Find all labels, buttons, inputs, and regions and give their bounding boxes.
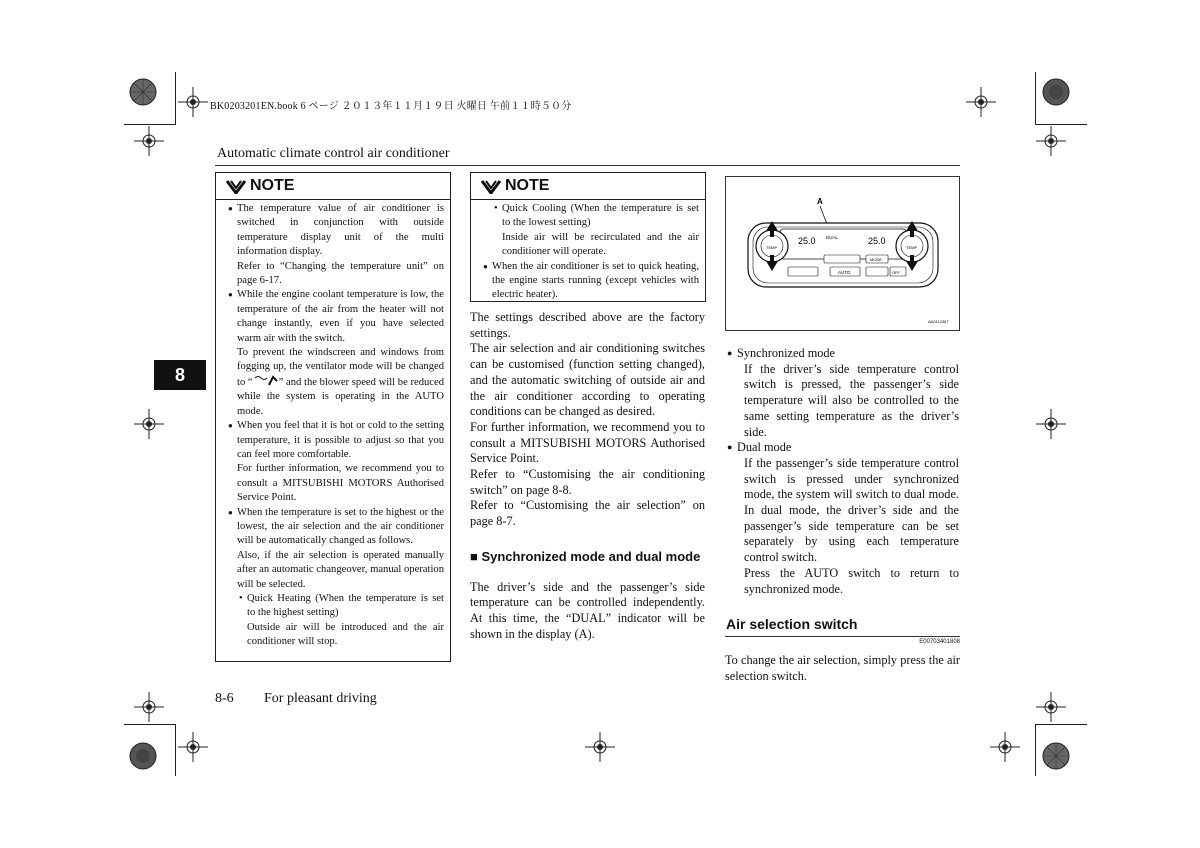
paragraph: To change the air selection, simply press the air selection switch. (725, 653, 960, 683)
temp-button-right: TEMP (906, 245, 918, 250)
footer-section: For pleasant driving (264, 691, 377, 706)
note-item: ● When the temperature is set to the highest or the lowest, the air selection and the air conditioner will be automatically changed as follows. (228, 506, 444, 549)
middle-column (470, 310, 705, 642)
note-box-middle (470, 172, 706, 302)
note-item: ● When the air conditioner is set to quick heating, the engine starts running (except vehicles with electric heater). (483, 260, 699, 303)
note-box-left (215, 172, 451, 662)
paragraph: Press the AUTO switch to return to synchronized mode. (744, 565, 959, 596)
print-meta: BK0203201EN.book 6 ページ ２０１３年１１月１９日 火曜日 午前１１時５０分 (210, 101, 572, 112)
note-body (216, 200, 450, 652)
climate-panel-figure (725, 176, 960, 331)
note-item: ● The temperature value of air conditioner is switched in conjunction with outside temperature display unit of the multi information display. (228, 202, 444, 260)
color-target-icon (1042, 742, 1070, 770)
temp-button-left: TEMP (766, 245, 778, 250)
page-number: 8-6 (215, 691, 234, 706)
paragraph: Refer to “Customising the air conditioning switch” on page 8-8. (470, 467, 705, 497)
note-label: NOTE (250, 177, 295, 194)
section-heading: ■ Synchronized mode and dual mode (470, 548, 701, 564)
note-dash-item: • Quick Heating (When the temperature is set to the highest setting) (237, 592, 444, 621)
section-code: E00703401808 (919, 639, 960, 645)
registration-mark-icon (585, 732, 615, 762)
paragraph: The settings described above are the factory settings. (470, 310, 705, 340)
registration-mark-icon (1036, 692, 1066, 722)
auto-button: AUTO (838, 270, 851, 275)
right-column (727, 346, 959, 597)
color-target-icon (1042, 78, 1070, 106)
running-header: Automatic climate control air conditioner (217, 146, 450, 161)
registration-mark-icon (134, 126, 164, 156)
registration-mark-icon (1036, 126, 1066, 156)
header-rule (215, 165, 960, 166)
off-button: OFF (892, 270, 900, 275)
registration-mark-icon (178, 732, 208, 762)
callout-a: A (817, 197, 823, 206)
note-header (216, 173, 450, 200)
section-heading-text: Synchronized mode and dual mode (481, 548, 701, 564)
mode-button: MODE (870, 257, 882, 262)
note-sub (228, 346, 444, 419)
chapter-tab: 8 (154, 360, 206, 390)
color-target-icon (129, 78, 157, 106)
paragraph: If the passenger’s side temperature control switch is pressed under synchronized mode, the system will switch to dual mode. In dual mode, the driver’s side and the passenger’s side temperature can be set separately by using each temperature control switch. (744, 455, 959, 565)
registration-mark-icon (134, 409, 164, 439)
note-sub-start: To prevent the windscreen and windows from fogging up, the ventilator mode will be changed to “ (237, 347, 444, 388)
heading-rule (725, 636, 960, 637)
registration-mark-icon (990, 732, 1020, 762)
note-sub: Refer to “Changing the temperature unit” on page 6-17. (237, 260, 444, 287)
paragraph: For further information, we recommend you to consult a MITSUBISHI MOTORS Authorised Service Point. (470, 419, 705, 466)
note-label: NOTE (505, 177, 550, 194)
note-dash-sub: Inside air will be recirculated and the air conditioner will operate. (502, 231, 699, 258)
note-header (471, 173, 705, 200)
mode-title: ● Synchronized mode (727, 346, 959, 362)
note-icon (481, 178, 501, 194)
paragraph: Refer to “Customising the air selection” on page 8-7. (470, 498, 705, 529)
paragraph: If the driver’s side temperature control switch is pressed, the passenger’s side temperature will also be controlled to the same setting temperature as the driver’s side. (744, 361, 959, 439)
climate-panel-illustration (726, 177, 959, 330)
registration-mark-icon (178, 87, 208, 117)
paragraph: The air selection and air conditioning switches can be customised (function setting changed), and the automatic switching of outside air and the air conditioner according to operating conditions can be changed as desired. (470, 341, 705, 419)
registration-mark-icon (1036, 409, 1066, 439)
note-sub: For further information, we recommend you to consult a MITSUBISHI MOTORS Authorised Service Point. (237, 463, 444, 504)
dual-indicator: DUAL (826, 235, 839, 240)
note-sub-end: ” and the blower speed will be reduced while the system is operating in the AUTO mode. (237, 376, 444, 417)
registration-mark-icon (134, 692, 164, 722)
color-target-icon (129, 742, 157, 770)
note-dash-item: • Quick Cooling (When the temperature is set to the lowest setting) (492, 202, 699, 231)
figure-code: AA0112367 (928, 319, 949, 324)
note-body (471, 200, 705, 305)
section-heading: Air selection switch (726, 616, 858, 632)
note-item: ● When you feel that it is hot or cold to the setting temperature, it is possible to adjust so that you can feel more comfortable. (228, 419, 444, 462)
registration-mark-icon (966, 87, 996, 117)
note-sub: Also, if the air selection is operated manually after an automatic changeover, manual operation will be selected. (237, 549, 444, 590)
paragraph: The driver’s side and the passenger’s side temperature can be controlled independently. At this time, the “DUAL” indicator will be shown in the display (A). (470, 579, 705, 641)
temp-left: 25.0 (798, 236, 816, 246)
mode-title: ● Dual mode (727, 440, 959, 456)
defrost-foot-vent-icon (253, 375, 279, 386)
note-item: ● While the engine coolant temperature is low, the temperature of the air from the heater will not change instantly, even if you have selected warm air with the switch. (228, 288, 444, 346)
note-dash-sub: Outside air will be introduced and the air conditioner will stop. (247, 621, 444, 648)
note-icon (226, 178, 246, 194)
temp-right: 25.0 (868, 236, 886, 246)
